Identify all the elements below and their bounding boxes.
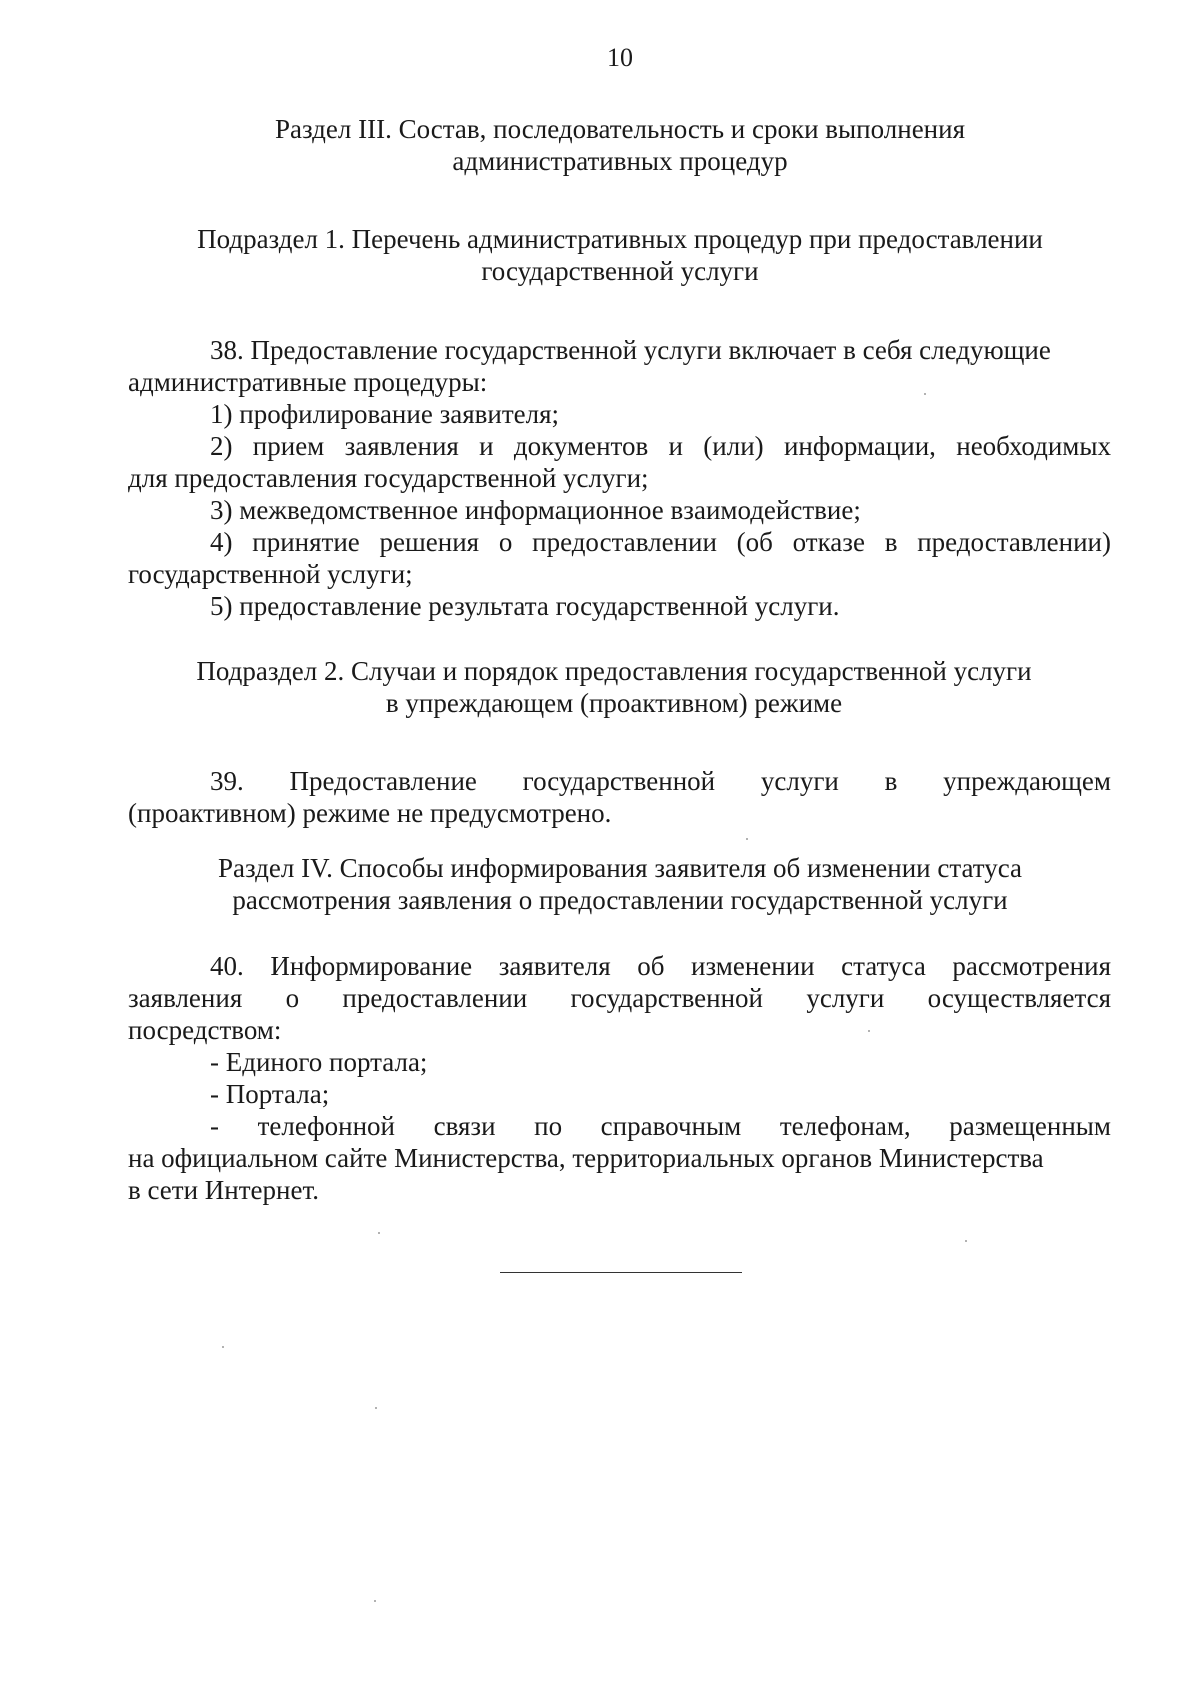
paragraph-line: 40. Информирование заявителя об изменении статуса рассмотрения	[210, 951, 1111, 981]
heading-line: Подраздел 1. Перечень административных процедур при предоставлении	[197, 224, 1043, 254]
section-4-heading	[0, 852, 1200, 916]
paragraph-line: в сети Интернет.	[128, 1175, 319, 1205]
paragraph-line: административные процедуры:	[128, 367, 488, 397]
paragraph-line: 38. Предоставление государственной услуги включает в себя следующие	[210, 335, 1051, 365]
subsection-2-heading	[0, 655, 1200, 719]
scan-speck	[868, 1030, 870, 1032]
scan-speck	[924, 393, 926, 395]
item-40-paragraph	[128, 950, 1111, 1206]
page-number: 10	[607, 43, 633, 72]
section-3-heading	[0, 113, 1200, 177]
paragraph-line: заявления о предоставлении государственной услуги осуществляется	[128, 983, 1111, 1013]
end-separator-line	[500, 1272, 742, 1273]
scan-speck	[375, 1407, 377, 1409]
item-39-paragraph	[128, 765, 1111, 829]
scan-speck	[746, 838, 748, 840]
list-item: - телефонной связи по справочным телефонам, размещенным	[210, 1111, 1111, 1141]
paragraph-line: 39. Предоставление государственной услуги в упреждающем	[210, 766, 1111, 796]
scan-speck	[378, 1232, 380, 1234]
paragraph-line: посредством:	[128, 1015, 282, 1045]
list-item: 2) прием заявления и документов и (или) информации, необходимых	[210, 431, 1111, 461]
paragraph-line: государственной услуги;	[128, 559, 413, 589]
scan-speck	[374, 1600, 376, 1602]
heading-line: Раздел III. Состав, последовательность и сроки выполнения	[275, 114, 965, 144]
paragraph-line: для предоставления государственной услуги;	[128, 463, 649, 493]
paragraph-line: на официальном сайте Министерства, территориальных органов Министерства	[128, 1143, 1044, 1173]
item-38-paragraph	[128, 334, 1111, 622]
paragraph-line: (проактивном) режиме не предусмотрено.	[128, 798, 612, 828]
list-item: 3) межведомственное информационное взаимодействие;	[210, 495, 861, 525]
list-item: - Единого портала;	[210, 1047, 428, 1077]
list-item: 4) принятие решения о предоставлении (об отказе в предоставлении)	[210, 527, 1111, 557]
heading-line: рассмотрения заявления о предоставлении государственной услуги	[232, 885, 1008, 915]
subsection-1-heading	[0, 223, 1200, 287]
list-item: 1) профилирование заявителя;	[210, 399, 560, 429]
list-item: - Портала;	[210, 1079, 330, 1109]
scan-speck	[222, 1346, 224, 1348]
heading-line: Раздел IV. Способы информирования заявителя об изменении статуса	[218, 853, 1022, 883]
scan-speck	[965, 1240, 967, 1242]
heading-line: Подраздел 2. Случаи и порядок предоставления государственной услуги	[196, 656, 1032, 686]
heading-line: административных процедур	[452, 146, 788, 176]
list-item: 5) предоставление результата государственной услуги.	[210, 591, 840, 621]
heading-line: в упреждающем (проактивном) режиме	[385, 688, 843, 718]
heading-line: государственной услуги	[481, 256, 759, 286]
